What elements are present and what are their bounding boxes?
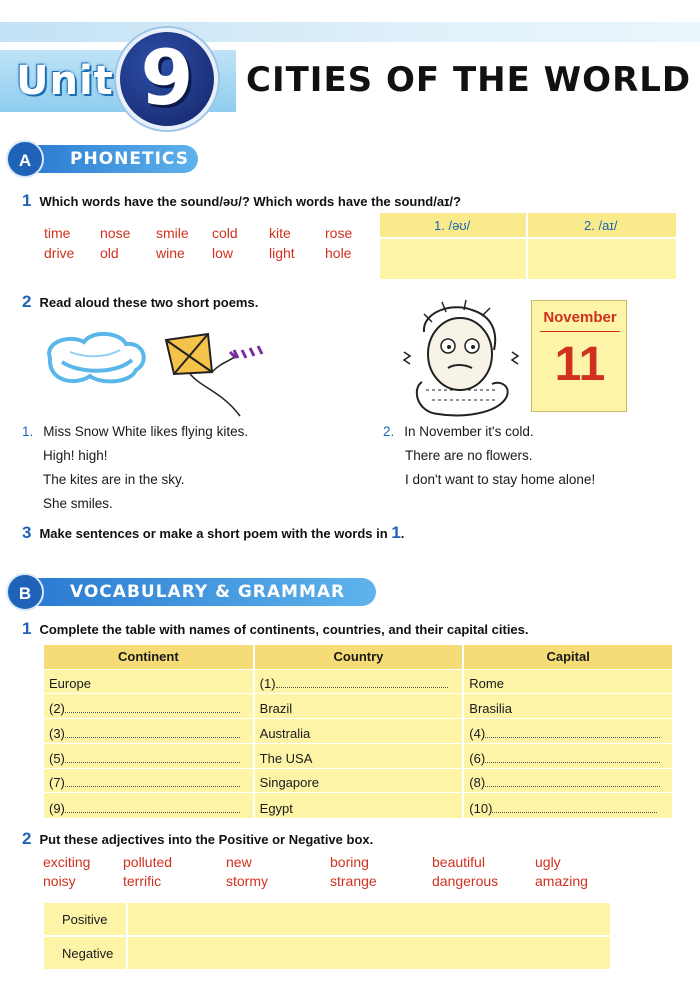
adjective-item: amazing [535, 873, 588, 889]
blank-line[interactable] [485, 762, 660, 763]
column-header-country: Country [254, 645, 464, 669]
poem-line [22, 420, 248, 444]
instruction-text: Which words have the sound/əʊ/? Which words have the sound/aɪ/? [39, 194, 461, 209]
cell-country: Egypt [254, 793, 464, 818]
sound-table-header-1: 1. /əʊ/ [434, 218, 471, 233]
exercise-number: 2 [22, 829, 32, 848]
section-a-letter: A [6, 140, 44, 178]
adjective-item: new [226, 854, 252, 870]
cell-continent-blank[interactable] [44, 793, 254, 818]
word-item: drive [44, 245, 75, 261]
blank-label: (7) [49, 775, 65, 791]
word-item: time [44, 225, 71, 241]
positive-negative-box [44, 903, 610, 969]
blank-line[interactable] [492, 812, 657, 813]
cell-country-blank[interactable] [254, 669, 464, 694]
blank-line[interactable] [485, 786, 660, 787]
instruction-text: Make sentences or make a short poem with the words in [39, 526, 388, 541]
negative-row [44, 937, 610, 970]
word-item: hole [325, 245, 352, 261]
instruction-text: Read aloud these two short poems. [39, 295, 259, 310]
word-item: low [212, 245, 234, 261]
kite-illustration [162, 332, 272, 422]
section-b-letter: B [6, 573, 44, 611]
poem-line: I don't want to stay home alone! [405, 472, 596, 487]
cell-continent: Europe [44, 669, 254, 694]
shivering-person-illustration [402, 302, 520, 422]
exercise-number: 1 [22, 619, 32, 638]
word-item: smile [156, 225, 189, 241]
instruction-end: . [400, 526, 405, 541]
calendar-month: November [543, 309, 617, 326]
exercise-a2-instruction [22, 292, 258, 312]
poem-line-text: Miss Snow White likes flying kites. [43, 424, 249, 439]
blank-label: (10) [469, 800, 493, 816]
blank-line[interactable] [65, 762, 240, 763]
column-header-continent: Continent [44, 645, 254, 669]
cell-capital-blank[interactable] [463, 768, 673, 793]
adjective-item: ugly [535, 854, 561, 870]
word-item: wine [156, 245, 185, 261]
blank-label: (8) [469, 775, 486, 791]
poem-line: There are no flowers. [405, 448, 533, 463]
cell-capital: Rome [463, 669, 673, 694]
exercise-b2-instruction [22, 829, 373, 849]
blank-label: (6) [469, 750, 486, 766]
calendar-day: 11 [554, 338, 606, 391]
header-top-strip [0, 22, 700, 42]
unit-number: 9 [140, 33, 194, 122]
cell-capital-blank[interactable] [463, 719, 673, 744]
poem-number: 2. [383, 424, 395, 439]
calendar-november-11 [531, 300, 627, 412]
blank-label: (4) [469, 725, 486, 741]
poem-line: High! high! [43, 448, 108, 463]
word-item: rose [325, 225, 353, 241]
positive-row [44, 903, 610, 936]
exercise-a1-instruction [22, 191, 461, 211]
word-item: kite [269, 225, 291, 241]
section-b-header [6, 573, 376, 605]
cloud-illustration [40, 328, 150, 388]
adjective-item: polluted [123, 854, 173, 870]
cell-country: Australia [254, 719, 464, 744]
reference-number: 1 [391, 523, 401, 542]
page-title: CITIES OF THE WORLD [246, 60, 692, 100]
poem-line-text: In November it's cold. [404, 424, 534, 439]
negative-label: Negative [44, 937, 128, 970]
cell-country: The USA [254, 743, 464, 768]
capitals-table [44, 645, 674, 818]
poem-line: She smiles. [43, 496, 113, 511]
poem-number: 1. [22, 424, 34, 439]
blank-line[interactable] [65, 812, 240, 813]
positive-label: Positive [44, 903, 128, 936]
unit-label: Unit [16, 58, 114, 104]
sound-answer-cell-1[interactable] [380, 239, 526, 279]
exercise-number: 2 [22, 292, 32, 311]
exercise-a3-instruction [22, 523, 404, 543]
section-a-header [6, 140, 198, 172]
adjective-item: strange [330, 873, 377, 889]
table-row [44, 719, 673, 744]
word-item: nose [100, 225, 131, 241]
word-item: light [269, 245, 295, 261]
cell-continent-blank[interactable] [44, 768, 254, 793]
table-row [44, 768, 673, 793]
cell-continent-blank[interactable] [44, 743, 254, 768]
cell-capital: Brasilia [463, 694, 673, 719]
exercise-number: 1 [22, 191, 32, 210]
cell-capital-blank[interactable] [463, 793, 673, 818]
adjective-item: beautiful [432, 854, 485, 870]
cell-country: Brazil [254, 694, 464, 719]
table-header-row [44, 645, 673, 669]
poem-line [383, 420, 595, 444]
blank-line[interactable] [65, 712, 240, 713]
cell-capital-blank[interactable] [463, 743, 673, 768]
blank-label: (1) [259, 676, 276, 692]
blank-line[interactable] [65, 786, 240, 787]
cell-country: Singapore [254, 768, 464, 793]
blank-line[interactable] [485, 737, 660, 738]
word-item: cold [212, 225, 238, 241]
blank-label: (3) [49, 725, 65, 741]
blank-label: (2) [49, 701, 65, 717]
adjective-item: exciting [43, 854, 91, 870]
poem-line: The kites are in the sky. [43, 472, 185, 487]
cell-continent-blank[interactable] [44, 719, 254, 744]
sound-answer-cell-2[interactable] [528, 239, 676, 279]
poem-2 [383, 420, 595, 492]
blank-line[interactable] [65, 737, 240, 738]
adjective-item: stormy [226, 873, 268, 889]
positive-answer-area[interactable] [130, 903, 610, 935]
blank-label: (9) [49, 800, 65, 816]
poem-1 [22, 420, 248, 516]
section-b-title: VOCABULARY & GRAMMAR [28, 578, 376, 606]
table-row [44, 793, 673, 818]
table-row [44, 743, 673, 768]
blank-label: (5) [49, 750, 65, 766]
table-row [44, 669, 673, 694]
word-item: old [100, 245, 119, 261]
sound-sorting-table [380, 213, 676, 279]
negative-answer-area[interactable] [130, 937, 610, 969]
adjective-item: boring [330, 854, 369, 870]
cell-continent-blank[interactable] [44, 694, 254, 719]
table-row [44, 694, 673, 719]
sound-table-header-2: 2. /aɪ/ [584, 218, 618, 233]
column-header-capital: Capital [463, 645, 673, 669]
adjective-item: terrific [123, 873, 162, 889]
instruction-text: Complete the table with names of continents, countries, and their capital cities. [39, 622, 529, 637]
blank-line[interactable] [276, 687, 448, 688]
adjective-item: noisy [43, 873, 76, 889]
adjective-item: dangerous [432, 873, 499, 889]
sound-table-header-row [380, 213, 676, 237]
section-a-title: PHONETICS [28, 145, 198, 173]
instruction-text: Put these adjectives into the Positive or Negative box. [39, 832, 374, 847]
exercise-b1-instruction [22, 619, 529, 639]
exercise-number: 3 [22, 523, 32, 542]
calendar-divider [540, 331, 620, 332]
